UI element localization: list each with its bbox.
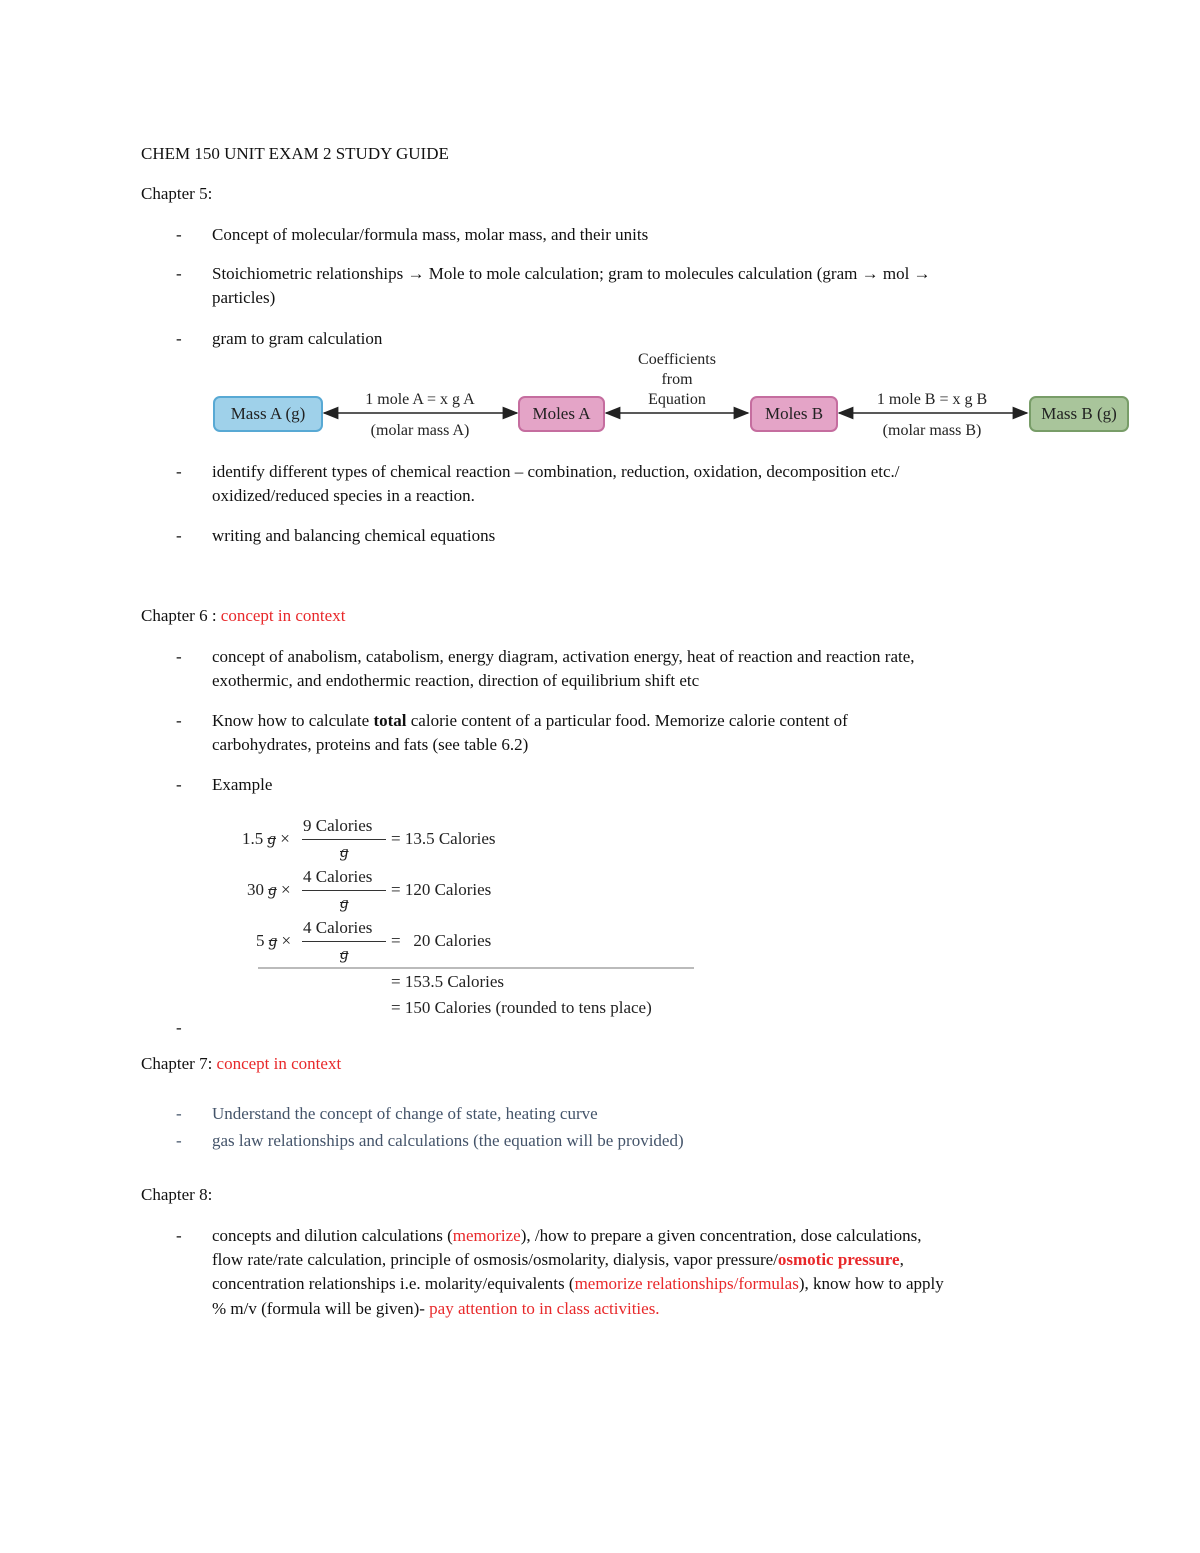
chapter-7-heading: Chapter 7: concept in context — [141, 1054, 342, 1073]
ch8-line1: concepts and dilution calculations (memorize), /how to prepare a given concentration, dose calculations, — [212, 1226, 922, 1245]
fraction-bar — [302, 890, 386, 891]
bullet-dash: - — [176, 647, 182, 666]
ch5-item-stoichiometry-line2: particles) — [212, 288, 276, 307]
bullet-dash: - — [176, 329, 182, 348]
mass-a-box: Mass A (g) — [213, 396, 323, 432]
bullet-dash: - — [176, 1131, 182, 1150]
example-row2-numerator: 4 Calories — [303, 867, 373, 886]
ch5-item-molar-mass: Concept of molecular/formula mass, molar mass, and their units — [212, 225, 649, 244]
bullet-dash: - — [176, 225, 182, 244]
bullet-dash: - — [176, 775, 182, 794]
example-row3-numerator: 4 Calories — [303, 918, 373, 937]
fraction-bar — [302, 839, 386, 840]
ch5-item-stoichiometry-line1: Stoichiometric relationships → Mole to mole calculation; gram to molecules calculation (gram → mol → — [212, 264, 931, 283]
chapter-6-tag: concept in context — [220, 606, 346, 625]
bullet-dash: - — [176, 526, 182, 545]
example-row2-result: = 120 Calories — [391, 880, 492, 899]
ch8-line2: flow rate/rate calculation, principle of osmosis/osmolarity, dialysis, vapor pressure/osmotic pressure, — [212, 1250, 904, 1269]
ch5-item-reaction-types-line2: oxidized/reduced species in a reaction. — [212, 486, 475, 505]
coefficients-line3: Equation — [648, 391, 706, 408]
bullet-dash: - — [176, 1018, 182, 1037]
moles-b-box: Moles B — [750, 396, 838, 432]
example-row3-result: = 20 Calories — [391, 931, 492, 950]
ch6-item-energy-line1: concept of anabolism, catabolism, energy diagram, activation energy, heat of reaction and reaction rate, — [212, 647, 915, 666]
coefficients-line2: from — [661, 371, 693, 388]
ch5-item-gram-to-gram: gram to gram calculation — [212, 329, 383, 348]
bullet-dash: - — [176, 1226, 182, 1245]
example-row1-numerator: 9 Calories — [303, 816, 373, 835]
bullet-dash: - — [176, 1104, 182, 1123]
chapter-6-heading: Chapter 6 : concept in context — [141, 606, 346, 625]
example-row3-denominator: g — [340, 944, 349, 963]
moles-a-box: Moles A — [518, 396, 605, 432]
ch8-line3: concentration relationships i.e. molarity/equivalents (memorize relationships/formulas), know how to apply — [212, 1274, 944, 1293]
ch5-item-balancing: writing and balancing chemical equations — [212, 526, 496, 545]
ch8-line4: % m/v (formula will be given)- pay attention to in class activities. — [212, 1299, 660, 1318]
example-rounded-total: = 150 Calories (rounded to tens place) — [391, 998, 652, 1017]
example-row2-denominator: g — [340, 893, 349, 912]
chapter-8-heading: Chapter 8: — [141, 1185, 213, 1204]
ch6-item-calories-line2: carbohydrates, proteins and fats (see table 6.2) — [212, 735, 529, 754]
chapter-5-heading: Chapter 5: — [141, 184, 213, 203]
ch6-item-example: Example — [212, 775, 273, 794]
page-title: CHEM 150 UNIT EXAM 2 STUDY GUIDE — [141, 144, 449, 163]
ch7-item-gas-laws: gas law relationships and calculations (the equation will be provided) — [212, 1131, 684, 1150]
sum-rule — [258, 967, 694, 969]
mass-b-box: Mass B (g) — [1029, 396, 1129, 432]
example-row1-result: = 13.5 Calories — [391, 829, 496, 848]
chapter-7-tag: concept in context — [216, 1054, 342, 1073]
ch6-item-calories-line1: Know how to calculate total calorie content of a particular food. Memorize calorie content of — [212, 711, 848, 730]
bullet-dash: - — [176, 264, 182, 283]
molar-mass-a-equation: 1 mole A = x g A — [365, 391, 475, 408]
ch6-item-energy-line2: exothermic, and endothermic reaction, direction of equilibrium shift etc — [212, 671, 700, 690]
example-row3-lhs: 5 g × — [256, 931, 292, 950]
example-row1-lhs: 1.5 g × — [242, 829, 290, 848]
ch7-item-change-of-state: Understand the concept of change of state, heating curve — [212, 1104, 598, 1123]
fraction-bar — [302, 941, 386, 942]
molar-mass-b-label: (molar mass B) — [882, 422, 982, 439]
molar-mass-b-equation: 1 mole B = x g B — [876, 391, 988, 408]
example-row1-denominator: g — [340, 842, 349, 861]
ch5-item-reaction-types-line1: identify different types of chemical reaction – combination, reduction, oxidation, decomposition etc./ — [212, 462, 900, 481]
bullet-dash: - — [176, 462, 182, 481]
coefficients-line1: Coefficients — [638, 351, 716, 368]
example-row2-lhs: 30 g × — [247, 880, 291, 899]
molar-mass-a-label: (molar mass A) — [370, 422, 470, 439]
bullet-dash: - — [176, 711, 182, 730]
example-total: = 153.5 Calories — [391, 972, 504, 991]
